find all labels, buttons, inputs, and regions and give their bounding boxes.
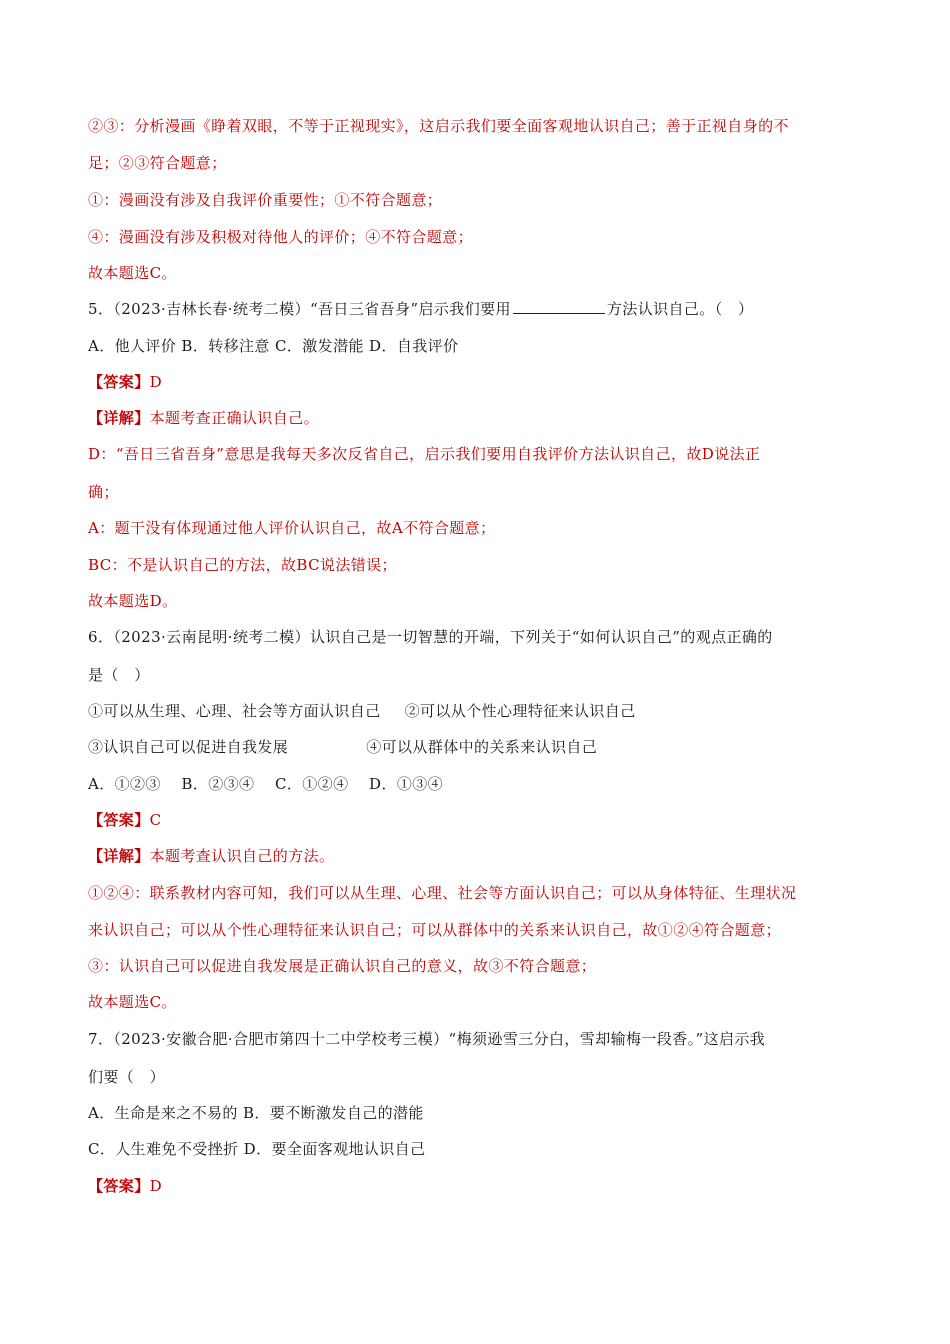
question-5-stem-part1: 5．（2023·吉林长春·统考二模）“吾日三省吾身”启示我们要用 xyxy=(88,300,511,318)
answer-tag: 【答案】 xyxy=(88,373,150,391)
analysis-line: ①②④：联系教材内容可知，我们可以从生理、心理、社会等方面认识自己；可以从身体特征、生理状况 xyxy=(88,884,797,902)
detail-text: 本题考查认识自己的方法。 xyxy=(149,847,335,865)
analysis-line: D：“吾日三省吾身”意思是我每天多次反省自己，启示我们要用自我评价方法认识自己，故D说法正 xyxy=(88,445,761,463)
analysis-line: ①：漫画没有涉及自我评价重要性；①不符合题意； xyxy=(88,191,443,209)
question-7-options-row2: C．人生难免不受挫折 D．要全面客观地认识自己 xyxy=(88,1140,426,1158)
answer-tag: 【答案】 xyxy=(88,1177,150,1195)
analysis-line: A：题干没有体现通过他人评价认识自己，故A不符合题意； xyxy=(88,519,496,537)
question-6-answer xyxy=(88,810,868,830)
answer-value: C xyxy=(149,811,162,829)
analysis-line: ②③：分析漫画《睁着双眼，不等于正视现实》，这启示我们要全面客观地认识自己；善于正视自身的不 xyxy=(88,117,789,135)
question-5-detail xyxy=(88,408,868,428)
statement-item: ③认识自己可以促进自我发展 xyxy=(88,738,289,756)
analysis-line: 确； xyxy=(88,483,119,501)
question-6-items-row2 xyxy=(88,737,868,757)
question-6-detail xyxy=(88,846,868,866)
analysis-line: ③：认识自己可以促进自我发展是正确认识自己的意义，故③不符合题意； xyxy=(88,957,597,975)
analysis-conclusion: 故本题选C。 xyxy=(88,993,177,1011)
analysis-conclusion: 故本题选D。 xyxy=(88,592,178,610)
question-6-options: A．①②③ B．②③④ C．①②④ D．①③④ xyxy=(88,775,444,793)
answer-tag: 【答案】 xyxy=(88,811,150,829)
question-7-options-row1: A．生命是来之不易的 B．要不断激发自己的潜能 xyxy=(88,1104,424,1122)
question-5-stem-part2: 方法认识自己。（ ） xyxy=(606,300,754,318)
analysis-line: 来认识自己；可以从个性心理特征来认识自己；可以从群体中的关系来认识自己，故①②④符合题意； xyxy=(88,921,782,939)
question-7-stem: 7．（2023·安徽合肥·合肥市第四十二中学校考三模）“梅须逊雪三分白，雪却输梅一段香。”这启示我 xyxy=(88,1030,766,1048)
question-7-answer xyxy=(88,1176,868,1196)
question-7-stem-cont: 们要（ ） xyxy=(88,1068,166,1086)
detail-tag: 【详解】 xyxy=(88,409,150,427)
fill-blank xyxy=(513,299,605,314)
statement-item: ①可以从生理、心理、社会等方面认识自己 xyxy=(88,702,381,720)
question-5-options: A．他人评价 B．转移注意 C．激发潜能 D．自我评价 xyxy=(88,337,459,355)
detail-tag: 【详解】 xyxy=(88,847,150,865)
question-6-stem: 6．（2023·云南昆明·统考二模）认识自己是一切智慧的开端，下列关于“如何认识自己”的观点正确的 xyxy=(88,628,773,646)
answer-value: D xyxy=(149,373,163,391)
analysis-line: ④：漫画没有涉及积极对待他人的评价；④不符合题意； xyxy=(88,228,474,246)
statement-item: ④可以从群体中的关系来认识自己 xyxy=(366,738,598,756)
answer-value: D xyxy=(149,1177,163,1195)
analysis-line: BC：不是认识自己的方法，故BC说法错误； xyxy=(88,556,397,574)
question-6-stem-cont: 是（ ） xyxy=(88,666,150,684)
question-5-answer xyxy=(88,372,868,392)
detail-text: 本题考查正确认识自己。 xyxy=(149,409,320,427)
analysis-conclusion: 故本题选C。 xyxy=(88,264,177,282)
analysis-line: 足；②③符合题意； xyxy=(88,154,227,172)
statement-item: ②可以从个性心理特征来认识自己 xyxy=(404,702,636,720)
question-6-items-row1 xyxy=(88,701,868,721)
question-5-stem xyxy=(88,299,868,319)
